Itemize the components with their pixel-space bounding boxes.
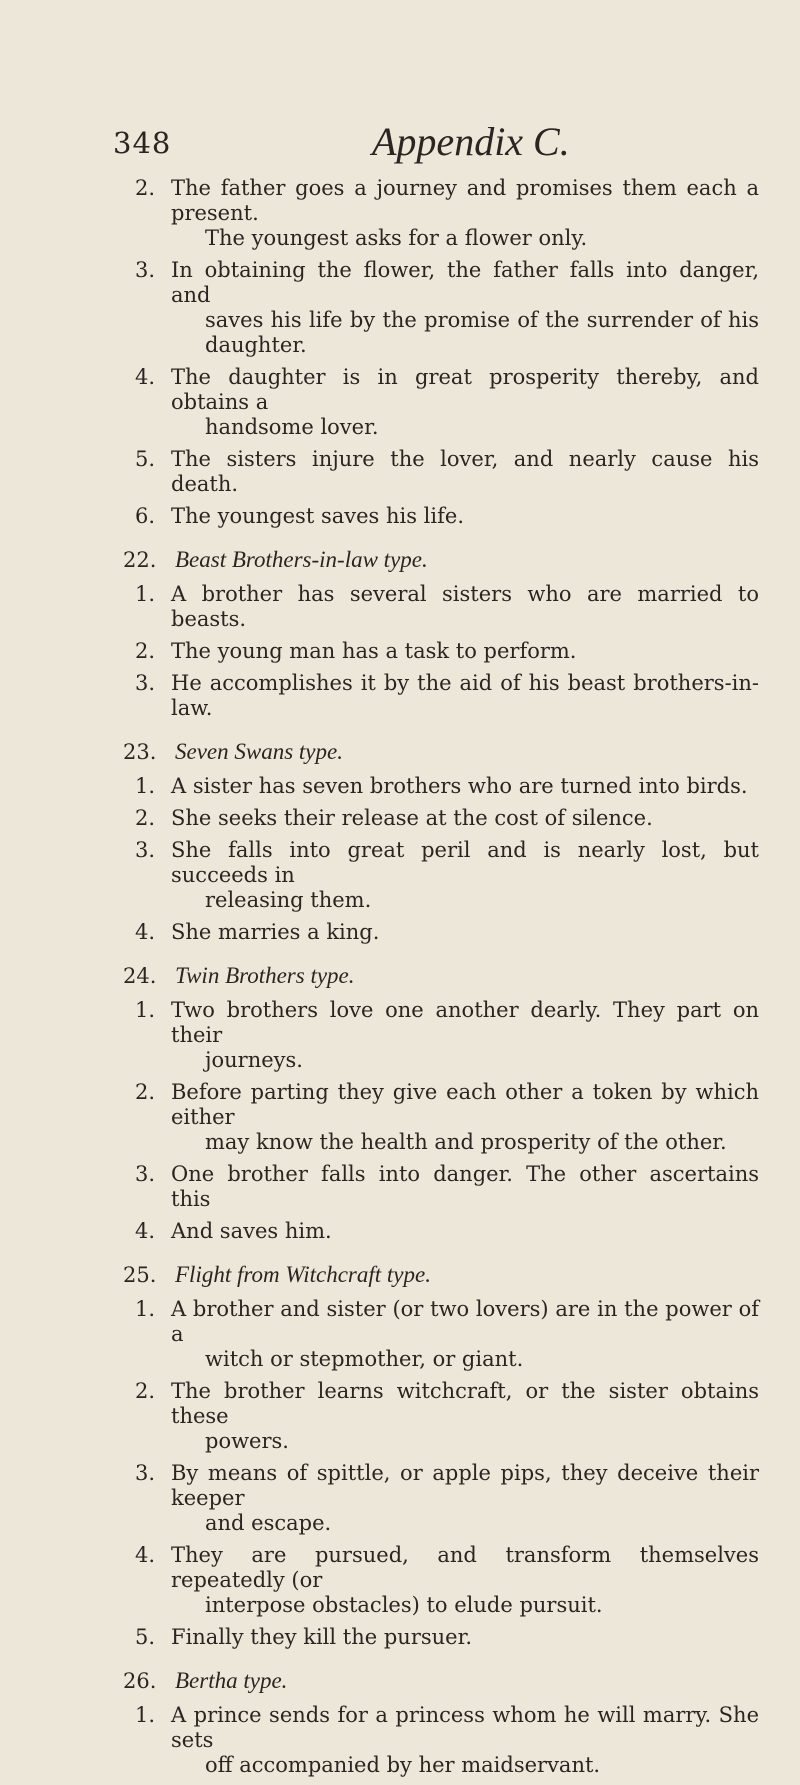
item-number: 2. bbox=[135, 806, 156, 830]
section-number: 24. bbox=[123, 964, 157, 988]
item-text bbox=[147, 1162, 759, 1212]
item-number: 2. bbox=[135, 1080, 156, 1104]
item-line: A sister has seven brothers who are turned into birds. bbox=[171, 774, 748, 798]
item-line-continued: interpose obstacles) to elude pursuit. bbox=[205, 1593, 603, 1617]
section-number: 22. bbox=[123, 548, 157, 572]
type-section bbox=[0, 1668, 800, 1778]
section-heading bbox=[123, 1262, 800, 1288]
item-line: The father goes a journey and promises them each a present. bbox=[171, 176, 759, 225]
item-text bbox=[147, 1625, 759, 1650]
type-section bbox=[0, 547, 800, 721]
type-section bbox=[0, 739, 800, 945]
item-line-continued: witch or stepmother, or giant. bbox=[205, 1347, 524, 1371]
item-text bbox=[147, 176, 759, 251]
item-line: One brother falls into danger. The other ascertains this bbox=[171, 1162, 759, 1211]
item-number: 1. bbox=[135, 1703, 156, 1727]
item-number: 1. bbox=[135, 998, 156, 1022]
item-line: Before parting they give each other a token by which either bbox=[171, 1080, 759, 1129]
list-item bbox=[135, 1080, 759, 1155]
page-header bbox=[0, 118, 800, 168]
list-item bbox=[135, 1461, 759, 1536]
section-title: Beast Brothers-in-law type. bbox=[175, 547, 428, 572]
item-text bbox=[147, 1379, 759, 1454]
item-text bbox=[147, 806, 759, 831]
item-text bbox=[147, 1297, 759, 1372]
item-line-continued: and escape. bbox=[205, 1511, 332, 1535]
item-text bbox=[147, 671, 759, 721]
item-line-continued: journeys. bbox=[205, 1048, 303, 1072]
list-item bbox=[135, 176, 759, 251]
item-line: The brother learns witchcraft, or the sister obtains these bbox=[171, 1379, 759, 1428]
item-line: The daughter is in great prosperity thereby, and obtains a bbox=[171, 365, 759, 414]
item-line: He accomplishes it by the aid of his beast brothers-in-law. bbox=[171, 671, 759, 720]
item-line: She seeks their release at the cost of silence. bbox=[171, 806, 653, 830]
item-line: A brother and sister (or two lovers) are in the power of a bbox=[171, 1297, 759, 1346]
item-line: Finally they kill the pursuer. bbox=[171, 1625, 472, 1649]
item-line-continued: handsome lover. bbox=[205, 415, 379, 439]
item-text bbox=[147, 639, 759, 664]
list-item bbox=[135, 774, 759, 799]
list-item bbox=[135, 1625, 759, 1650]
section-title: Seven Swans type. bbox=[175, 739, 343, 764]
list-item bbox=[135, 504, 759, 529]
list-item bbox=[135, 639, 759, 664]
item-number: 3. bbox=[135, 258, 156, 282]
item-text bbox=[147, 504, 759, 529]
item-line: She marries a king. bbox=[171, 920, 380, 944]
section-number: 25. bbox=[123, 1263, 157, 1287]
item-text bbox=[147, 447, 759, 497]
item-text bbox=[147, 774, 759, 799]
list-item bbox=[135, 998, 759, 1073]
item-text bbox=[147, 1543, 759, 1618]
item-line-continued: powers. bbox=[205, 1429, 289, 1453]
item-number: 1. bbox=[135, 582, 156, 606]
type-section bbox=[0, 963, 800, 1244]
section-title: Twin Brothers type. bbox=[175, 963, 355, 988]
item-line: Two brothers love one another dearly. They part on their bbox=[171, 998, 759, 1047]
list-item bbox=[135, 1703, 759, 1778]
item-line: The youngest saves his life. bbox=[171, 504, 464, 528]
item-line: The young man has a task to perform. bbox=[171, 639, 577, 663]
item-line-continued: The youngest asks for a flower only. bbox=[205, 226, 588, 250]
item-line-continued: releasing them. bbox=[205, 888, 372, 912]
item-text bbox=[147, 1703, 759, 1778]
item-line: She falls into great peril and is nearly lost, but succeeds in bbox=[171, 838, 759, 887]
section-title: Bertha type. bbox=[175, 1668, 288, 1693]
item-number: 4. bbox=[135, 920, 156, 944]
item-line: By means of spittle, or apple pips, they deceive their keeper bbox=[171, 1461, 759, 1510]
item-line: A prince sends for a princess whom he will marry. She sets bbox=[171, 1703, 759, 1752]
list-item bbox=[135, 365, 759, 440]
item-number: 3. bbox=[135, 1461, 156, 1485]
item-text bbox=[147, 582, 759, 632]
item-line-continued: may know the health and prosperity of the other. bbox=[205, 1130, 727, 1154]
item-text bbox=[147, 838, 759, 913]
item-number: 6. bbox=[135, 504, 156, 528]
list-item bbox=[135, 671, 759, 721]
item-number: 1. bbox=[135, 1297, 156, 1321]
section-heading bbox=[123, 1668, 800, 1694]
item-line-continued: off accompanied by her maidservant. bbox=[205, 1753, 601, 1777]
item-number: 2. bbox=[135, 639, 156, 663]
list-item bbox=[135, 920, 759, 945]
type-section bbox=[0, 1262, 800, 1650]
item-line: They are pursued, and transform themselves repeatedly (or bbox=[171, 1543, 759, 1592]
list-item bbox=[135, 806, 759, 831]
item-line: A brother has several sisters who are married to beasts. bbox=[171, 582, 759, 631]
section-heading bbox=[123, 547, 800, 573]
list-item bbox=[135, 258, 759, 358]
type-sections bbox=[0, 547, 800, 1778]
section-number: 23. bbox=[123, 740, 157, 764]
section-heading bbox=[123, 739, 800, 765]
page-content bbox=[0, 176, 800, 1785]
section-number: 26. bbox=[123, 1669, 157, 1693]
list-item bbox=[135, 447, 759, 497]
item-number: 4. bbox=[135, 1543, 156, 1567]
item-text bbox=[147, 920, 759, 945]
item-text bbox=[147, 1080, 759, 1155]
section-title: Flight from Witchcraft type. bbox=[175, 1262, 431, 1287]
item-number: 4. bbox=[135, 365, 156, 389]
item-text bbox=[147, 998, 759, 1073]
item-number: 2. bbox=[135, 176, 156, 200]
section-heading bbox=[123, 963, 800, 989]
item-number: 3. bbox=[135, 1162, 156, 1186]
item-number: 2. bbox=[135, 1379, 156, 1403]
list-item bbox=[135, 1219, 759, 1244]
item-text bbox=[147, 1219, 759, 1244]
list-item bbox=[135, 1379, 759, 1454]
list-item bbox=[135, 1162, 759, 1212]
list-item bbox=[135, 1297, 759, 1372]
item-text bbox=[147, 1461, 759, 1536]
item-text bbox=[147, 365, 759, 440]
item-line-continued: saves his life by the promise of the surrender of his daughter. bbox=[205, 308, 759, 357]
item-number: 1. bbox=[135, 774, 156, 798]
item-text bbox=[147, 258, 759, 358]
list-item bbox=[135, 1543, 759, 1618]
item-number: 3. bbox=[135, 671, 156, 695]
item-number: 5. bbox=[135, 447, 156, 471]
intro-list bbox=[0, 176, 800, 529]
item-line: In obtaining the flower, the father falls into danger, and bbox=[171, 258, 759, 307]
item-number: 3. bbox=[135, 838, 156, 862]
item-number: 4. bbox=[135, 1219, 156, 1243]
running-head: Appendix C. bbox=[372, 119, 570, 164]
item-line: And saves him. bbox=[171, 1219, 332, 1243]
list-item bbox=[135, 838, 759, 913]
item-number: 5. bbox=[135, 1625, 156, 1649]
list-item bbox=[135, 582, 759, 632]
item-line: The sisters injure the lover, and nearly cause his death. bbox=[171, 447, 759, 496]
page-number: 348 bbox=[113, 126, 172, 160]
